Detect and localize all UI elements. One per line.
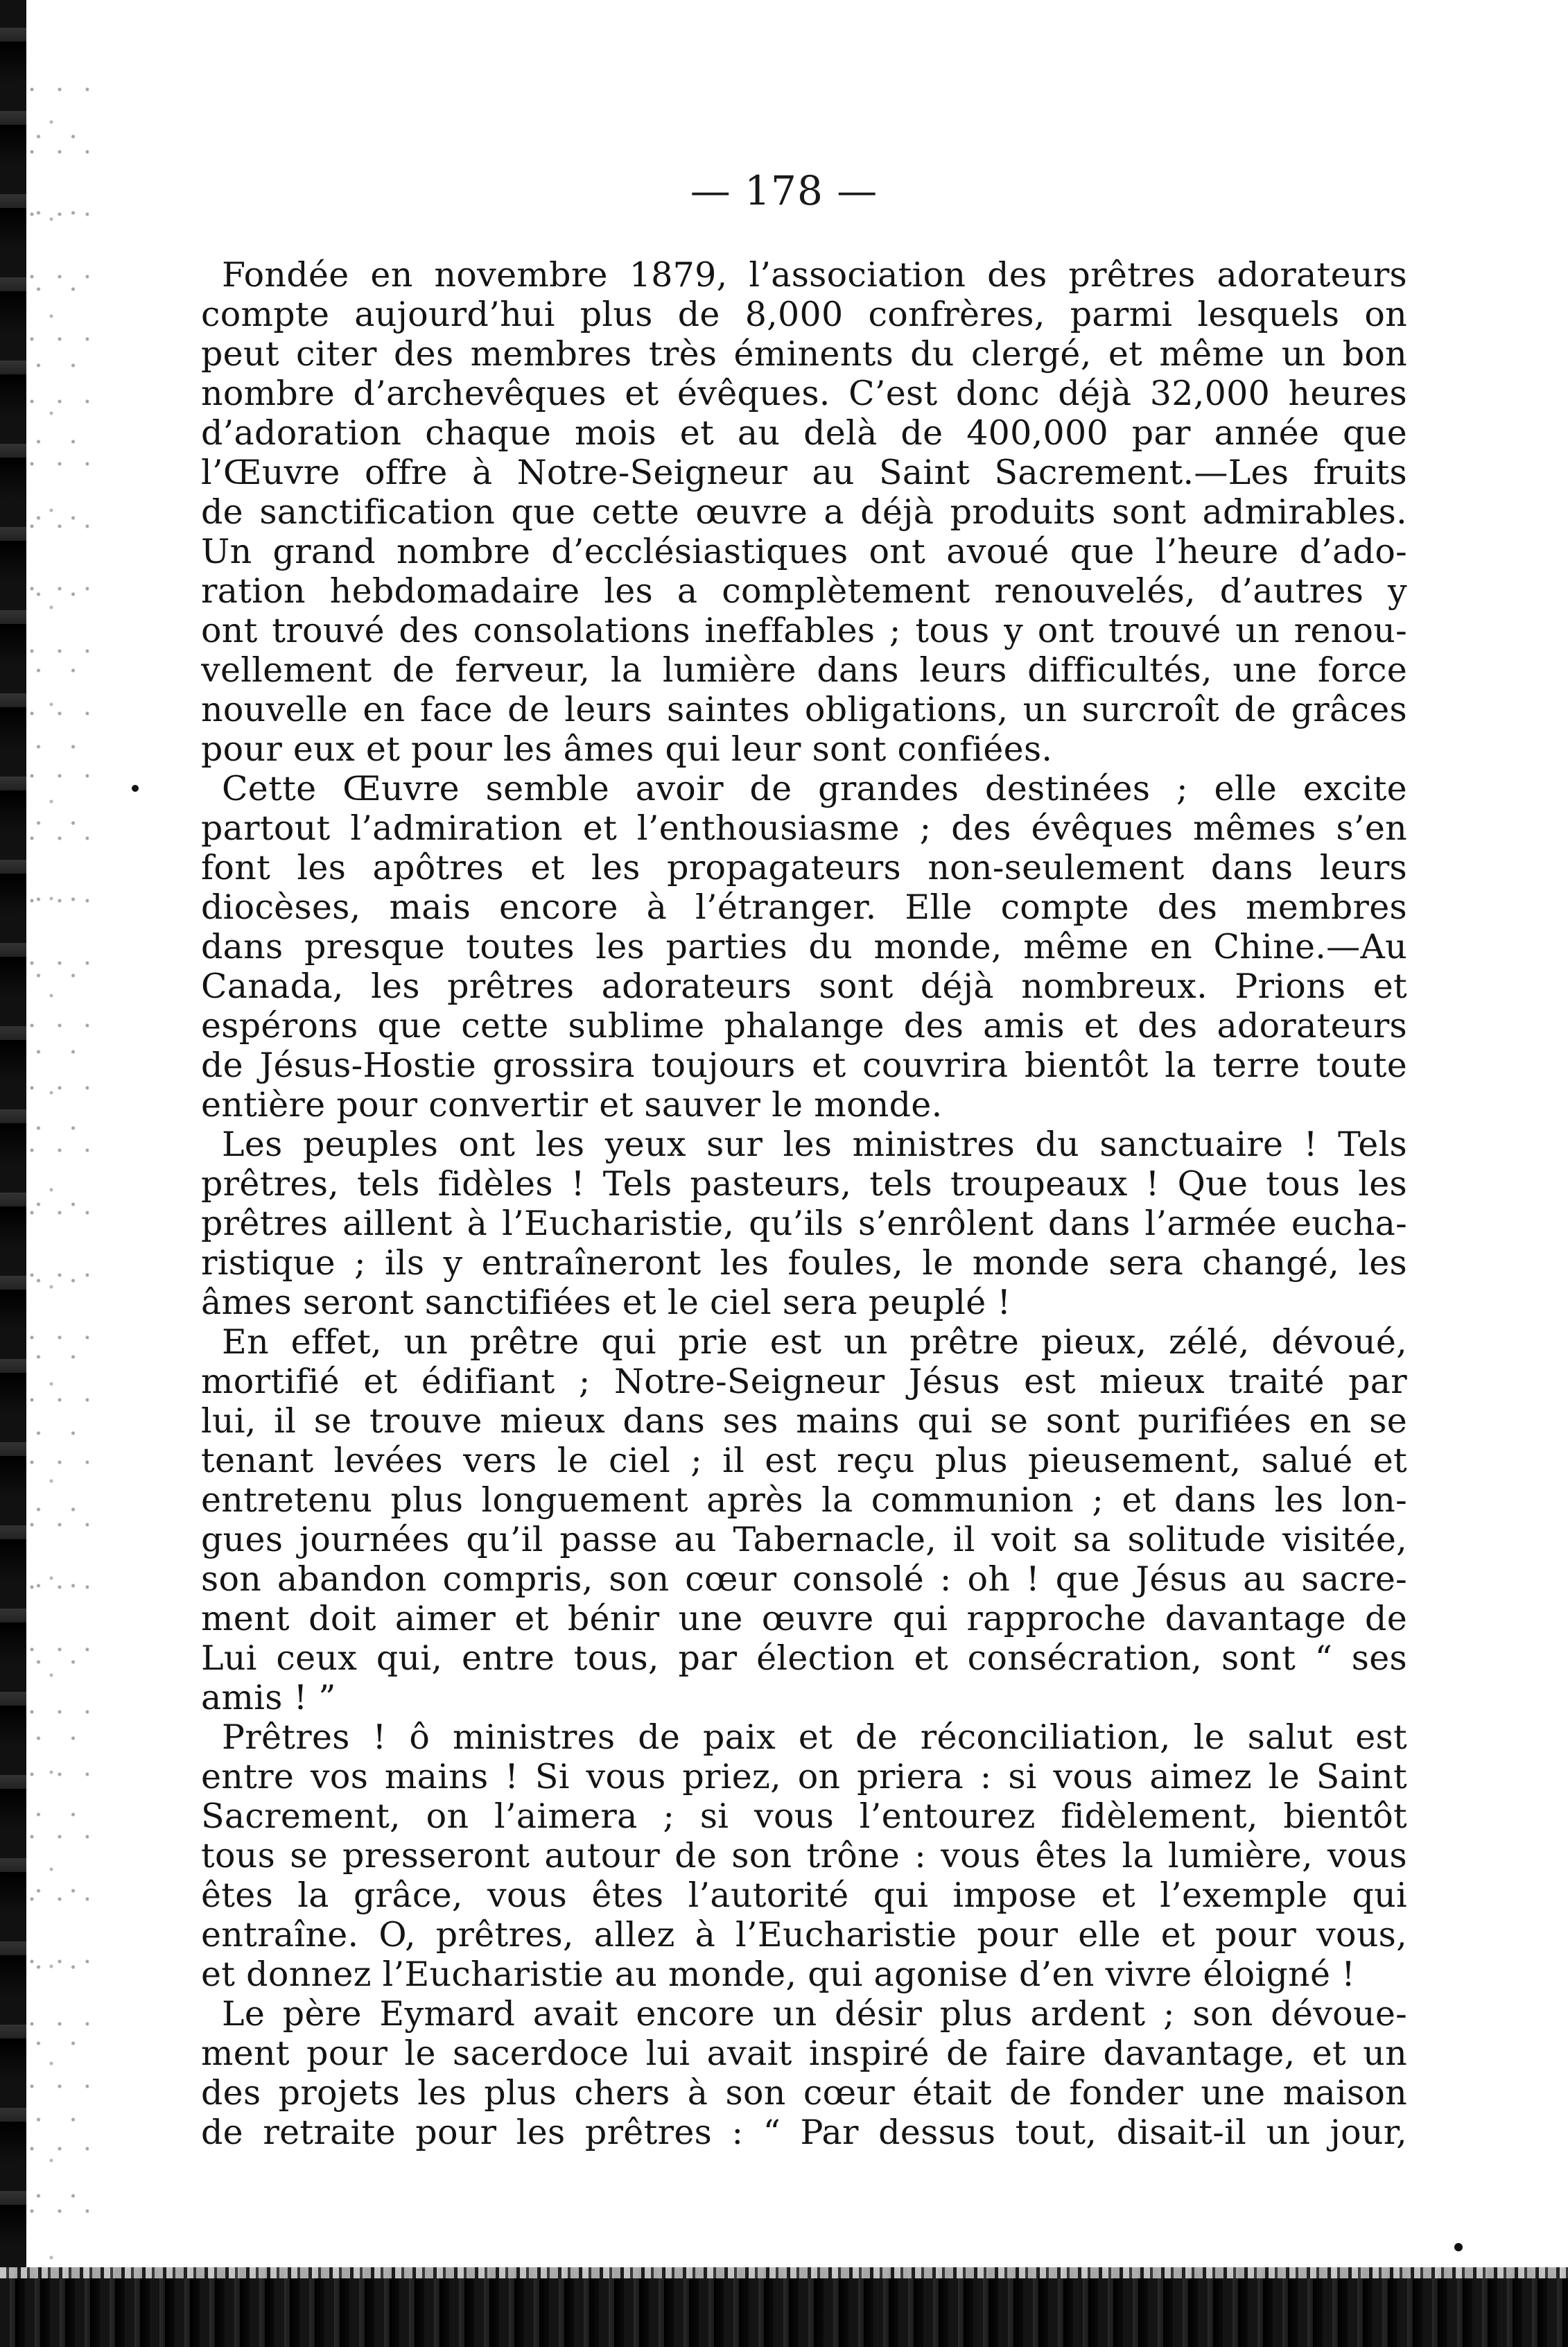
text-line: font les apôtres et les propagateurs non-seulement dans leurs [201,848,1407,887]
text-line: Un grand nombre d’ecclésiastiques ont avoué que l’heure d’ado- [201,532,1407,571]
text-line: ment doit aimer et bénir une œuvre qui rapproche davantage de [201,1599,1407,1638]
text-line: Cette Œuvre semble avoir de grandes destinées ; elle excite [222,769,1407,808]
text-line: âmes seront sanctifiées et le ciel sera peuplé ! [201,1283,1011,1322]
text-line: amis ! ” [201,1678,336,1717]
text-line: prêtres aillent à l’Eucharistie, qu’ils s’enrôlent dans l’armée eucha- [201,1204,1407,1243]
text-line: ont trouvé des consolations ineffables ; tous y ont trouvé un renou- [201,611,1407,650]
text-line: tous se presseront autour de son trône : vous êtes la lumière, vous [201,1836,1407,1876]
text-line: nombre d’archevêques et évêques. C’est donc déjà 32,000 heures [201,374,1407,413]
text-line: ment pour le sacerdoce lui avait inspiré de faire davantage, et un [201,2034,1407,2073]
text-line: Les peuples ont les yeux sur les ministres du sanctuaire ! Tels [222,1125,1407,1164]
text-line: et donnez l’Eucharistie au monde, qui agonise d’en vivre éloigné ! [201,1955,1356,1994]
text-line: d’adoration chaque mois et au delà de 400,000 par année que [201,413,1407,453]
text-line: Canada, les prêtres adorateurs sont déjà nombreux. Prions et [201,967,1407,1006]
text-line: de sanctification que cette œuvre a déjà produits sont admirables. [201,492,1407,532]
text-line: entière pour convertir et sauver le monde. [201,1085,943,1125]
text-line: prêtres, tels fidèles ! Tels pasteurs, tels troupeaux ! Que tous les [201,1164,1407,1204]
page-number: — 178 — [690,167,878,214]
text-line: Lui ceux qui, entre tous, par élection et consécration, sont “ ses [201,1638,1407,1678]
text-line: ristique ; ils y entraîneront les foules, le monde sera changé, les [201,1243,1407,1283]
ink-dot [132,785,139,792]
text-line: vellement de ferveur, la lumière dans leurs difficultés, une force [201,650,1407,690]
text-line: partout l’admiration et l’enthousiasme ; des évêques mêmes s’en [201,808,1407,848]
text-line: dans presque toutes les parties du monde, même en Chine.—Au [201,927,1407,967]
text-line: En effet, un prêtre qui prie est un prêtre pieux, zélé, dévoué, [222,1322,1407,1362]
text-line: compte aujourd’hui plus de 8,000 confrères, parmi lesquels on [201,295,1407,334]
text-line: êtes la grâce, vous êtes l’autorité qui impose et l’exemple qui [201,1876,1407,1915]
text-line: Prêtres ! ô ministres de paix et de réconciliation, le salut est [222,1717,1407,1757]
text-line: entraîne. O, prêtres, allez à l’Eucharistie pour elle et pour vous, [201,1915,1407,1955]
text-line: lui, il se trouve mieux dans ses mains qui se sont purifiées en se [201,1401,1407,1441]
text-line: peut citer des membres très éminents du clergé, et même un bon [201,334,1407,374]
text-line: de Jésus-Hostie grossira toujours et couvrira bientôt la terre toute [201,1046,1407,1085]
text-line: Sacrement, on l’aimera ; si vous l’entourez fidèlement, bientôt [201,1796,1407,1836]
text-line: de retraite pour les prêtres : “ Par dessus tout, disait-il un jour, [201,2113,1407,2152]
text-line: l’Œuvre offre à Notre-Seigneur au Saint Sacrement.—Les fruits [201,453,1407,492]
text-line: nouvelle en face de leurs saintes obligations, un surcroît de grâces [201,690,1407,729]
text-line: Le père Eymard avait encore un désir plus ardent ; son dévoue- [222,1994,1407,2034]
text-line: des projets les plus chers à son cœur était de fonder une maison [201,2073,1407,2113]
text-line: diocèses, mais encore à l’étranger. Elle compte des membres [201,887,1407,927]
text-line: pour eux et pour les âmes qui leur sont confiées. [201,729,1053,769]
text-line: entre vos mains ! Si vous priez, on priera : si vous aimez le Saint [201,1757,1407,1796]
text-line: mortifié et édifiant ; Notre-Seigneur Jésus est mieux traité par [201,1362,1407,1401]
left-binding-edge [0,0,26,2347]
ink-dot [1454,2243,1463,2251]
text-line: Fondée en novembre 1879, l’association des prêtres adorateurs [222,255,1407,295]
text-line: espérons que cette sublime phalange des amis et des adorateurs [201,1006,1407,1046]
bottom-scan-strip [0,2267,1568,2347]
text-line: son abandon compris, son cœur consolé : oh ! que Jésus au sacre- [201,1559,1407,1599]
text-line: entretenu plus longuement après la communion ; et dans les lon- [201,1480,1407,1520]
text-line: gues journées qu’il passe au Tabernacle, il voit sa solitude visitée, [201,1520,1407,1559]
text-line: tenant levées vers le ciel ; il est reçu plus pieusement, salué et [201,1441,1407,1480]
text-line: ration hebdomadaire les a complètement renouvelés, d’autres y [201,571,1407,611]
scan-speckle [26,83,89,2267]
body-text [201,255,1407,2152]
